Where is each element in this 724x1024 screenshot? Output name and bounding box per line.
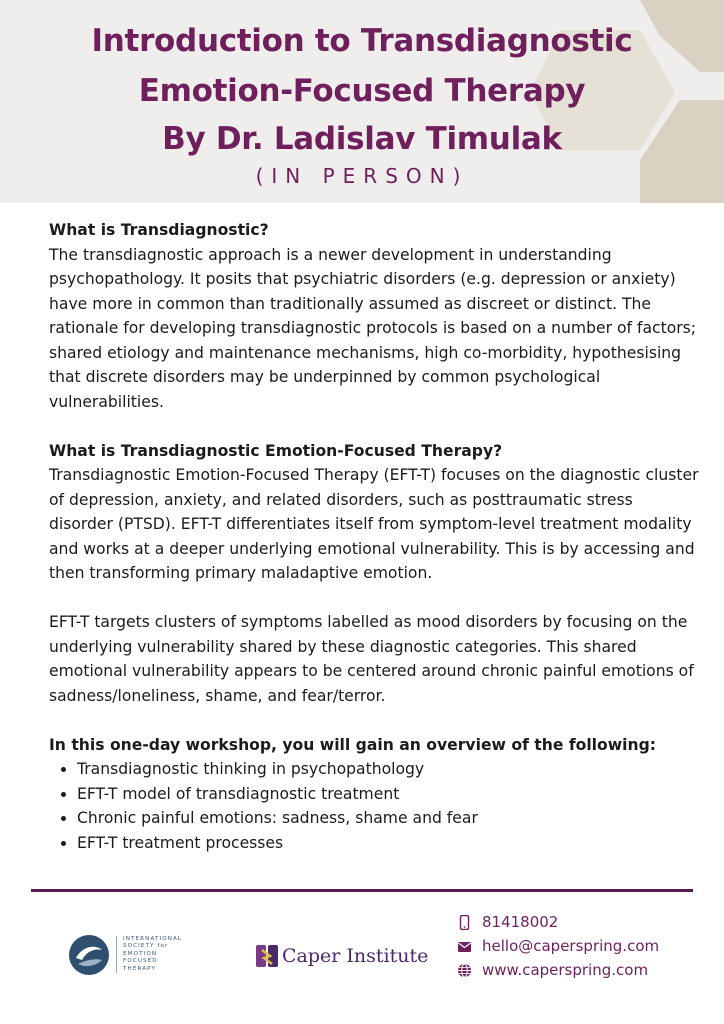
globe-icon	[457, 963, 472, 978]
page-subtitle: (IN PERSON)	[255, 164, 469, 188]
phone-icon	[457, 915, 472, 930]
caper-institute-name: Caper Institute	[282, 945, 429, 967]
email-address: hello@caperspring.com	[482, 937, 660, 955]
header-banner	[0, 0, 724, 203]
phone-number: 81418002	[482, 913, 559, 931]
iseft-emblem-icon	[68, 934, 110, 976]
section-body-transdiagnostic: The transdiagnostic approach is a newer development in understanding psychopathology. It posits that psychiatric disorders (e.g. depression or anxiety) have more in common than traditionally assumed as discreet or distinct. The rationale for developing transdiagnostic protocols is based on a number of factors; shared etiology and maintenance mechanisms, high co-morbidity, hypothesising that discrete disorders may be underpinned by common psychological vulnerabilities.	[49, 245, 697, 411]
list-item: • EFT-T model of transdiagnostic treatment	[77, 782, 699, 807]
section-heading-eft-t: What is Transdiagnostic Emotion-Focused Therapy?	[49, 441, 503, 460]
contact-website[interactable]	[457, 958, 707, 982]
section-body-eft-t-1: Transdiagnostic Emotion-Focused Therapy (EFT-T) focuses on the diagnostic cluster of depression, anxiety, and related disorders, such as posttraumatic stress disorder (PTSD). EFT-T differentiates itself from symptom-level treatment modality and works at a deeper underlying emotional vulnerability. This is by accessing and then transforming primary maladaptive emotion.	[49, 466, 699, 582]
page-title-line-3: By Dr. Ladislav Timulak	[162, 121, 562, 157]
section-heading-workshop: In this one-day workshop, you will gain an overview of the following:	[49, 735, 656, 754]
footer-divider	[31, 889, 693, 892]
list-item: • EFT-T treatment processes	[77, 831, 699, 856]
page-title-line-2: Emotion-Focused Therapy	[138, 73, 586, 109]
email-icon	[457, 939, 472, 954]
page-title-line-1: Introduction to Transdiagnostic	[91, 23, 633, 59]
caper-leaf-icon	[255, 942, 279, 970]
section-body-eft-t-2: EFT-T targets clusters of symptoms labelled as mood disorders by focusing on the underlying vulnerability shared by these diagnostic categories. This shared emotional vulnerability appears to be centered around chronic painful emotions of sadness/loneliness, shame, and fear/terror.	[49, 613, 694, 705]
section-heading-transdiagnostic: What is Transdiagnostic?	[49, 221, 269, 239]
workshop-topics-list	[49, 757, 699, 855]
contact-info	[457, 910, 707, 982]
iseft-logo-text: INTERNATIONAL SOCIETY for EMOTION FOCUSED THERAPY	[116, 936, 223, 973]
list-item: • Transdiagnostic thinking in psychopathology	[77, 757, 699, 782]
contact-phone[interactable]	[457, 910, 707, 934]
main-content	[49, 218, 699, 855]
list-item: • Chronic painful emotions: sadness, shame and fear	[77, 806, 699, 831]
website-url: www.caperspring.com	[482, 961, 649, 979]
contact-email[interactable]	[457, 934, 707, 958]
iseft-logo	[68, 932, 208, 978]
